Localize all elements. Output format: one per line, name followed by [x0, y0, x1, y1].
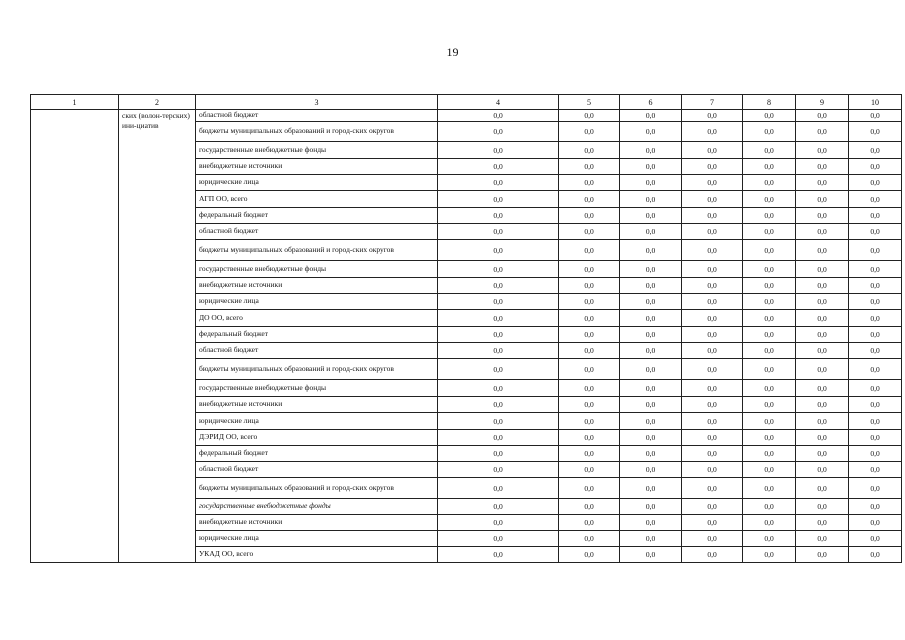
value-cell-col-10: 0,0 [849, 547, 902, 563]
value-cell-col-4: 0,0 [438, 547, 559, 563]
value-cell-col-5: 0,0 [559, 278, 620, 294]
header-cell-8: 8 [743, 95, 796, 110]
value-cell-col-7: 0,0 [682, 478, 743, 499]
value-cell-col-4: 0,0 [438, 208, 559, 224]
header-cell-5: 5 [559, 95, 620, 110]
value-cell-col-5: 0,0 [559, 224, 620, 240]
value-cell-col-10: 0,0 [849, 142, 902, 159]
value-cell-col-10: 0,0 [849, 240, 902, 261]
value-cell-col-6: 0,0 [620, 547, 682, 563]
value-cell-col-10: 0,0 [849, 343, 902, 359]
value-cell-col-4: 0,0 [438, 343, 559, 359]
value-cell-col-9: 0,0 [796, 175, 849, 191]
value-cell-col-5: 0,0 [559, 547, 620, 563]
value-cell-col-6: 0,0 [620, 359, 682, 380]
value-cell-col-7: 0,0 [682, 531, 743, 547]
value-cell-col-4: 0,0 [438, 430, 559, 446]
header-cell-2: 2 [119, 95, 196, 110]
value-cell-col-6: 0,0 [620, 224, 682, 240]
value-cell-col-4: 0,0 [438, 110, 559, 122]
value-cell-col-5: 0,0 [559, 191, 620, 208]
value-cell-col-10: 0,0 [849, 397, 902, 413]
funding-source-cell: АГП ОО, всего [196, 191, 438, 208]
funding-source-cell: юридические лица [196, 294, 438, 310]
value-cell-col-6: 0,0 [620, 261, 682, 278]
value-cell-col-5: 0,0 [559, 499, 620, 515]
value-cell-col-4: 0,0 [438, 122, 559, 142]
value-cell-col-10: 0,0 [849, 122, 902, 142]
value-cell-col-4: 0,0 [438, 515, 559, 531]
value-cell-col-8: 0,0 [743, 191, 796, 208]
funding-source-cell: бюджеты муниципальных образований и город-ских округов [196, 122, 438, 142]
page-number: 19 [446, 45, 459, 59]
value-cell-col-5: 0,0 [559, 478, 620, 499]
value-cell-col-10: 0,0 [849, 278, 902, 294]
value-cell-col-7: 0,0 [682, 294, 743, 310]
value-cell-col-7: 0,0 [682, 240, 743, 261]
value-cell-col-7: 0,0 [682, 430, 743, 446]
value-cell-col-9: 0,0 [796, 462, 849, 478]
value-cell-col-9: 0,0 [796, 261, 849, 278]
value-cell-col-7: 0,0 [682, 462, 743, 478]
budget-table [30, 94, 902, 563]
value-cell-col-10: 0,0 [849, 499, 902, 515]
funding-source-cell: бюджеты муниципальных образований и город-ских округов [196, 478, 438, 499]
funding-source-cell: государственные внебюджетные фонды [196, 261, 438, 278]
value-cell-col-4: 0,0 [438, 294, 559, 310]
value-cell-col-7: 0,0 [682, 380, 743, 397]
value-cell-col-5: 0,0 [559, 310, 620, 327]
value-cell-col-4: 0,0 [438, 175, 559, 191]
funding-source-cell: областной бюджет [196, 110, 438, 122]
value-cell-col-5: 0,0 [559, 430, 620, 446]
funding-source-cell: федеральный бюджет [196, 327, 438, 343]
value-cell-col-8: 0,0 [743, 327, 796, 343]
value-cell-col-8: 0,0 [743, 224, 796, 240]
value-cell-col-6: 0,0 [620, 310, 682, 327]
value-cell-col-7: 0,0 [682, 191, 743, 208]
funding-source-cell: юридические лица [196, 531, 438, 547]
value-cell-col-8: 0,0 [743, 380, 796, 397]
value-cell-col-9: 0,0 [796, 310, 849, 327]
value-cell-col-8: 0,0 [743, 430, 796, 446]
value-cell-col-7: 0,0 [682, 343, 743, 359]
value-cell-col-8: 0,0 [743, 159, 796, 175]
value-cell-col-5: 0,0 [559, 240, 620, 261]
value-cell-col-9: 0,0 [796, 224, 849, 240]
value-cell-col-6: 0,0 [620, 175, 682, 191]
value-cell-col-10: 0,0 [849, 446, 902, 462]
value-cell-col-9: 0,0 [796, 343, 849, 359]
value-cell-col-10: 0,0 [849, 175, 902, 191]
value-cell-col-9: 0,0 [796, 294, 849, 310]
value-cell-col-7: 0,0 [682, 310, 743, 327]
value-cell-col-8: 0,0 [743, 397, 796, 413]
value-cell-col-7: 0,0 [682, 122, 743, 142]
measure-name-cell: ских (волон-терских) ини-циатив [119, 110, 196, 563]
value-cell-col-10: 0,0 [849, 531, 902, 547]
value-cell-col-8: 0,0 [743, 278, 796, 294]
value-cell-col-5: 0,0 [559, 327, 620, 343]
value-cell-col-7: 0,0 [682, 175, 743, 191]
value-cell-col-4: 0,0 [438, 261, 559, 278]
value-cell-col-8: 0,0 [743, 343, 796, 359]
value-cell-col-6: 0,0 [620, 397, 682, 413]
value-cell-col-6: 0,0 [620, 446, 682, 462]
value-cell-col-6: 0,0 [620, 327, 682, 343]
table-row [31, 110, 902, 122]
value-cell-col-5: 0,0 [559, 110, 620, 122]
value-cell-col-7: 0,0 [682, 208, 743, 224]
value-cell-col-7: 0,0 [682, 110, 743, 122]
value-cell-col-6: 0,0 [620, 531, 682, 547]
value-cell-col-6: 0,0 [620, 294, 682, 310]
header-row [31, 95, 902, 110]
value-cell-col-9: 0,0 [796, 515, 849, 531]
value-cell-col-10: 0,0 [849, 191, 902, 208]
value-cell-col-4: 0,0 [438, 531, 559, 547]
value-cell-col-8: 0,0 [743, 142, 796, 159]
value-cell-col-5: 0,0 [559, 380, 620, 397]
value-cell-col-8: 0,0 [743, 208, 796, 224]
value-cell-col-9: 0,0 [796, 278, 849, 294]
value-cell-col-10: 0,0 [849, 110, 902, 122]
value-cell-col-9: 0,0 [796, 142, 849, 159]
value-cell-col-5: 0,0 [559, 261, 620, 278]
funding-source-cell: юридические лица [196, 175, 438, 191]
value-cell-col-5: 0,0 [559, 397, 620, 413]
value-cell-col-6: 0,0 [620, 142, 682, 159]
value-cell-col-8: 0,0 [743, 310, 796, 327]
value-cell-col-7: 0,0 [682, 397, 743, 413]
value-cell-col-7: 0,0 [682, 278, 743, 294]
funding-source-cell: государственные внебюджетные фонды [196, 499, 438, 515]
value-cell-col-4: 0,0 [438, 359, 559, 380]
value-cell-col-9: 0,0 [796, 122, 849, 142]
value-cell-col-10: 0,0 [849, 159, 902, 175]
value-cell-col-7: 0,0 [682, 499, 743, 515]
value-cell-col-5: 0,0 [559, 446, 620, 462]
value-cell-col-9: 0,0 [796, 397, 849, 413]
value-cell-col-9: 0,0 [796, 159, 849, 175]
funding-source-cell: федеральный бюджет [196, 446, 438, 462]
header-cell-4: 4 [438, 95, 559, 110]
value-cell-col-10: 0,0 [849, 294, 902, 310]
value-cell-col-4: 0,0 [438, 413, 559, 430]
value-cell-col-6: 0,0 [620, 240, 682, 261]
value-cell-col-6: 0,0 [620, 380, 682, 397]
value-cell-col-8: 0,0 [743, 462, 796, 478]
section-number-cell [31, 110, 119, 563]
value-cell-col-5: 0,0 [559, 208, 620, 224]
funding-source-cell: федеральный бюджет [196, 208, 438, 224]
value-cell-col-7: 0,0 [682, 261, 743, 278]
value-cell-col-5: 0,0 [559, 122, 620, 142]
value-cell-col-6: 0,0 [620, 208, 682, 224]
value-cell-col-8: 0,0 [743, 240, 796, 261]
header-cell-1: 1 [31, 95, 119, 110]
value-cell-col-8: 0,0 [743, 110, 796, 122]
value-cell-col-10: 0,0 [849, 261, 902, 278]
funding-source-cell: областной бюджет [196, 343, 438, 359]
value-cell-col-8: 0,0 [743, 413, 796, 430]
funding-source-cell: внебюджетные источники [196, 159, 438, 175]
value-cell-col-4: 0,0 [438, 462, 559, 478]
table-body [31, 110, 902, 563]
value-cell-col-9: 0,0 [796, 446, 849, 462]
value-cell-col-8: 0,0 [743, 175, 796, 191]
value-cell-col-6: 0,0 [620, 515, 682, 531]
value-cell-col-6: 0,0 [620, 478, 682, 499]
value-cell-col-6: 0,0 [620, 430, 682, 446]
value-cell-col-6: 0,0 [620, 278, 682, 294]
funding-source-cell: областной бюджет [196, 462, 438, 478]
value-cell-col-4: 0,0 [438, 380, 559, 397]
value-cell-col-10: 0,0 [849, 413, 902, 430]
funding-source-cell: ДЭРИД ОО, всего [196, 430, 438, 446]
value-cell-col-8: 0,0 [743, 547, 796, 563]
value-cell-col-4: 0,0 [438, 159, 559, 175]
value-cell-col-4: 0,0 [438, 224, 559, 240]
value-cell-col-7: 0,0 [682, 327, 743, 343]
value-cell-col-6: 0,0 [620, 343, 682, 359]
value-cell-col-5: 0,0 [559, 462, 620, 478]
value-cell-col-10: 0,0 [849, 462, 902, 478]
value-cell-col-4: 0,0 [438, 240, 559, 261]
value-cell-col-4: 0,0 [438, 499, 559, 515]
value-cell-col-6: 0,0 [620, 191, 682, 208]
value-cell-col-8: 0,0 [743, 531, 796, 547]
value-cell-col-4: 0,0 [438, 142, 559, 159]
value-cell-col-6: 0,0 [620, 413, 682, 430]
header-cell-3: 3 [196, 95, 438, 110]
funding-source-cell: внебюджетные источники [196, 397, 438, 413]
value-cell-col-9: 0,0 [796, 413, 849, 430]
value-cell-col-8: 0,0 [743, 359, 796, 380]
value-cell-col-6: 0,0 [620, 122, 682, 142]
value-cell-col-10: 0,0 [849, 430, 902, 446]
value-cell-col-5: 0,0 [559, 142, 620, 159]
value-cell-col-5: 0,0 [559, 159, 620, 175]
value-cell-col-7: 0,0 [682, 159, 743, 175]
value-cell-col-6: 0,0 [620, 110, 682, 122]
value-cell-col-9: 0,0 [796, 430, 849, 446]
value-cell-col-7: 0,0 [682, 224, 743, 240]
value-cell-col-9: 0,0 [796, 380, 849, 397]
value-cell-col-4: 0,0 [438, 191, 559, 208]
value-cell-col-4: 0,0 [438, 446, 559, 462]
value-cell-col-9: 0,0 [796, 359, 849, 380]
value-cell-col-10: 0,0 [849, 327, 902, 343]
value-cell-col-6: 0,0 [620, 159, 682, 175]
value-cell-col-4: 0,0 [438, 478, 559, 499]
funding-source-cell: бюджеты муниципальных образований и город-ских округов [196, 359, 438, 380]
value-cell-col-7: 0,0 [682, 359, 743, 380]
value-cell-col-10: 0,0 [849, 208, 902, 224]
value-cell-col-5: 0,0 [559, 294, 620, 310]
value-cell-col-9: 0,0 [796, 499, 849, 515]
funding-source-cell: УКАД ОО, всего [196, 547, 438, 563]
value-cell-col-7: 0,0 [682, 446, 743, 462]
value-cell-col-5: 0,0 [559, 343, 620, 359]
value-cell-col-5: 0,0 [559, 175, 620, 191]
value-cell-col-8: 0,0 [743, 478, 796, 499]
value-cell-col-5: 0,0 [559, 531, 620, 547]
funding-source-cell: областной бюджет [196, 224, 438, 240]
funding-source-cell: бюджеты муниципальных образований и город-ских округов [196, 240, 438, 261]
value-cell-col-10: 0,0 [849, 515, 902, 531]
value-cell-col-7: 0,0 [682, 142, 743, 159]
header-cell-9: 9 [796, 95, 849, 110]
header-cell-7: 7 [682, 95, 743, 110]
value-cell-col-9: 0,0 [796, 240, 849, 261]
value-cell-col-8: 0,0 [743, 515, 796, 531]
value-cell-col-7: 0,0 [682, 547, 743, 563]
value-cell-col-9: 0,0 [796, 191, 849, 208]
value-cell-col-9: 0,0 [796, 327, 849, 343]
value-cell-col-4: 0,0 [438, 397, 559, 413]
value-cell-col-4: 0,0 [438, 327, 559, 343]
funding-source-cell: государственные внебюджетные фонды [196, 142, 438, 159]
value-cell-col-7: 0,0 [682, 413, 743, 430]
value-cell-col-8: 0,0 [743, 261, 796, 278]
value-cell-col-5: 0,0 [559, 359, 620, 380]
value-cell-col-4: 0,0 [438, 310, 559, 327]
value-cell-col-8: 0,0 [743, 294, 796, 310]
value-cell-col-9: 0,0 [796, 110, 849, 122]
value-cell-col-9: 0,0 [796, 478, 849, 499]
funding-source-cell: внебюджетные источники [196, 278, 438, 294]
funding-source-cell: ДО ОО, всего [196, 310, 438, 327]
value-cell-col-10: 0,0 [849, 310, 902, 327]
value-cell-col-10: 0,0 [849, 380, 902, 397]
funding-source-cell: внебюджетные источники [196, 515, 438, 531]
value-cell-col-8: 0,0 [743, 122, 796, 142]
value-cell-col-8: 0,0 [743, 499, 796, 515]
value-cell-col-6: 0,0 [620, 499, 682, 515]
value-cell-col-9: 0,0 [796, 531, 849, 547]
value-cell-col-6: 0,0 [620, 462, 682, 478]
header-cell-6: 6 [620, 95, 682, 110]
value-cell-col-7: 0,0 [682, 515, 743, 531]
value-cell-col-5: 0,0 [559, 413, 620, 430]
value-cell-col-9: 0,0 [796, 547, 849, 563]
value-cell-col-8: 0,0 [743, 446, 796, 462]
funding-source-cell: юридические лица [196, 413, 438, 430]
funding-source-cell: государственные внебюджетные фонды [196, 380, 438, 397]
value-cell-col-10: 0,0 [849, 478, 902, 499]
header-cell-10: 10 [849, 95, 902, 110]
value-cell-col-5: 0,0 [559, 515, 620, 531]
value-cell-col-4: 0,0 [438, 278, 559, 294]
value-cell-col-10: 0,0 [849, 224, 902, 240]
value-cell-col-10: 0,0 [849, 359, 902, 380]
value-cell-col-9: 0,0 [796, 208, 849, 224]
